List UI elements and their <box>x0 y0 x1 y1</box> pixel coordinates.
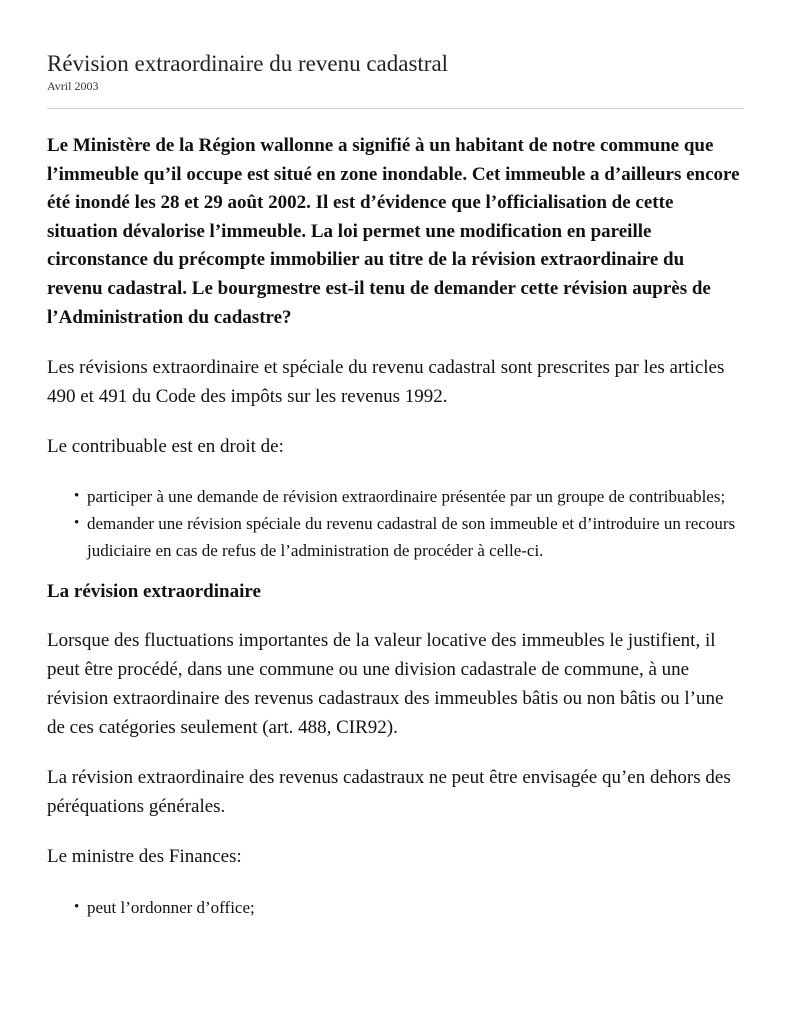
list-item <box>47 483 744 510</box>
intro-paragraph: Les révisions extraordinaire et spéciale du revenu cadastral sont prescrites par les articles 490 et 491 du Code des impôts sur les revenus 1992. <box>47 357 725 408</box>
question-paragraph: Le Ministère de la Région wallonne a signifié à un habitant de notre commune que l’immeuble qu’il occupe est situé en zone inondable. Cet immeuble a d’ailleurs encore été inondé les 28 et 29 août 2002. Il est d’évidence que l’officialisation de cette situation dévalorise l’immeuble. La loi permet une modification en pareille circonstance du précompte immobilier au titre de la révision extraordinaire du revenu cadastral. Le bourgmestre est-il tenu de demander cette révision auprès de l’Administration du cadastre? <box>47 135 740 328</box>
publication-date: Avril 2003 <box>47 79 99 93</box>
section-paragraph-3: Le ministre des Finances: <box>47 846 242 868</box>
minister-list <box>47 894 744 921</box>
contribuable-paragraph: Le contribuable est en droit de: <box>47 436 284 458</box>
bullet-icon: • <box>74 488 80 505</box>
bullet-icon: • <box>74 515 80 532</box>
list-item-text: participer à une demande de révision extraordinaire présentée par un groupe de contribuables; <box>87 487 726 507</box>
list-item <box>47 894 744 921</box>
header-divider <box>47 108 744 109</box>
rights-list <box>47 483 744 564</box>
list-item-text: demander une révision spéciale du revenu cadastral de son immeuble et d’introduire un recours judiciaire en cas de refus de l’administration de procéder à celle-ci. <box>87 514 736 561</box>
document-page <box>47 50 744 921</box>
bullet-icon: • <box>74 899 80 916</box>
section-heading: La révision extraordinaire <box>47 581 261 603</box>
list-item-text: peut l’ordonner d’office; <box>87 898 255 918</box>
section-paragraph-2: La révision extraordinaire des revenus cadastraux ne peut être envisagée qu’en dehors des péréquations générales. <box>47 767 731 818</box>
list-item <box>47 510 744 564</box>
page-title: Révision extraordinaire du revenu cadastral <box>47 51 449 76</box>
section-paragraph-1: Lorsque des fluctuations importantes de la valeur locative des immeubles le justifient, il peut être procédé, dans une commune ou une division cadastrale de commune, à une révision extraordinaire des revenus cadastraux des immeubles bâtis ou non bâtis ou l’une de ces catégories seulement (art. 488, CIR92). <box>47 630 724 739</box>
